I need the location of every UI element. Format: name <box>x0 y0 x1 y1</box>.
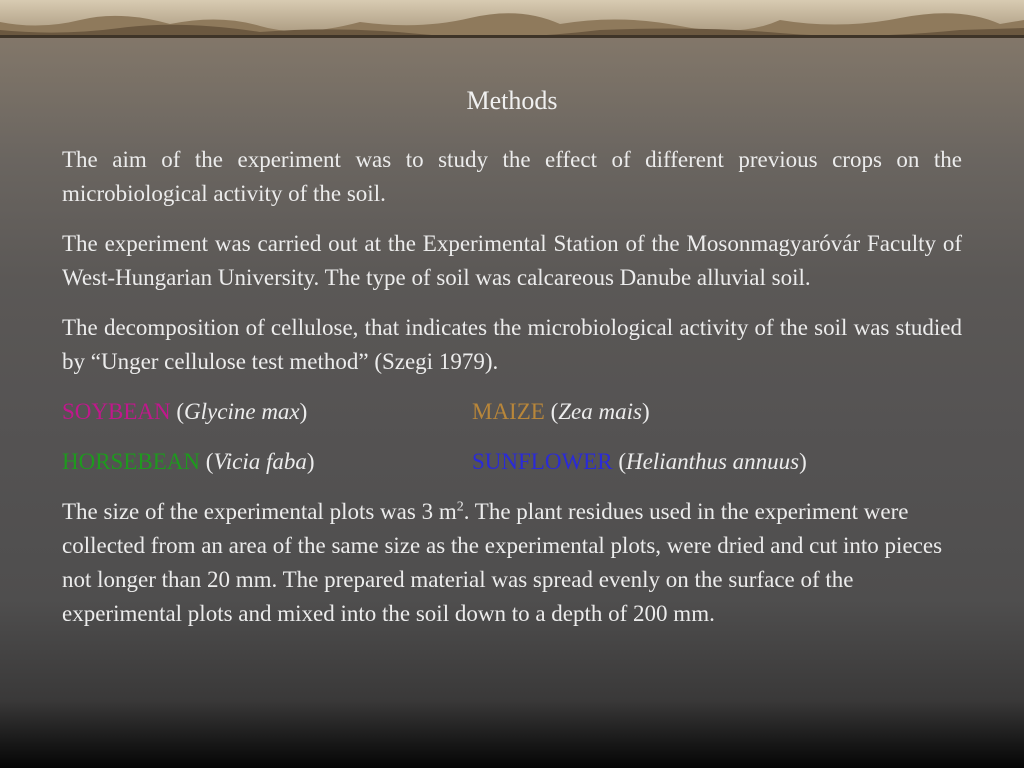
crop-name-horsebean: HORSEBEAN <box>62 449 201 474</box>
paren-open: ( <box>544 399 559 424</box>
plots-paragraph <box>62 495 962 631</box>
plots-text-end: . The plant residues used in the experiment were collected from an area of the same size as the experimental plots, were dried and cut into pieces not longer than 20 mm. The prepared material was spread evenly on the surface of the experimental plots and mixed into the soil down to a depth of 200 mm. <box>62 499 943 626</box>
crop-name-sunflower: SUNFLOWER <box>472 449 613 474</box>
slide-title: Methods <box>466 86 558 115</box>
aim-paragraph: The aim of the experiment was to study the effect of different previous crops on the microbiological activity of the soil. <box>62 147 962 206</box>
paren-open: ( <box>170 399 185 424</box>
crop-horsebean <box>62 445 315 479</box>
latin-name-maize: Zea mais <box>558 399 642 424</box>
crop-soybean <box>62 395 307 429</box>
crop-row-1 <box>62 395 962 429</box>
crop-sunflower <box>472 445 807 479</box>
paren-close: ) <box>799 449 807 474</box>
latin-name-sunflower: Helianthus annuus <box>625 449 800 474</box>
latin-name-horsebean: Vicia faba <box>213 449 307 474</box>
paren-open: ( <box>200 449 214 474</box>
decorative-banner <box>0 0 1024 40</box>
site-paragraph: The experiment was carried out at the Experimental Station of the Mosonmagyaróvár Faculty of West-Hungarian University. The type of soil was calcareous Danube alluvial soil. <box>62 231 962 290</box>
paren-close: ) <box>306 449 315 474</box>
paren-open: ( <box>612 449 626 474</box>
crop-name-maize: MAIZE <box>472 399 545 424</box>
crop-row-2 <box>62 445 962 479</box>
slide-content <box>62 143 962 647</box>
superscript-two: 2 <box>456 499 464 515</box>
crop-name-soybean: SOYBEAN <box>62 399 171 424</box>
plots-text-start: The size of the experimental plots was 3 m <box>62 499 457 524</box>
paren-close: ) <box>641 399 650 424</box>
paren-close: ) <box>299 399 308 424</box>
latin-name-soybean: Glycine max <box>184 399 300 424</box>
crop-maize <box>472 395 650 429</box>
method-paragraph: The decomposition of cellulose, that indicates the microbiological activity of the soil was studied by “Unger cellulose test method” (Szegi 1979). <box>62 315 962 374</box>
